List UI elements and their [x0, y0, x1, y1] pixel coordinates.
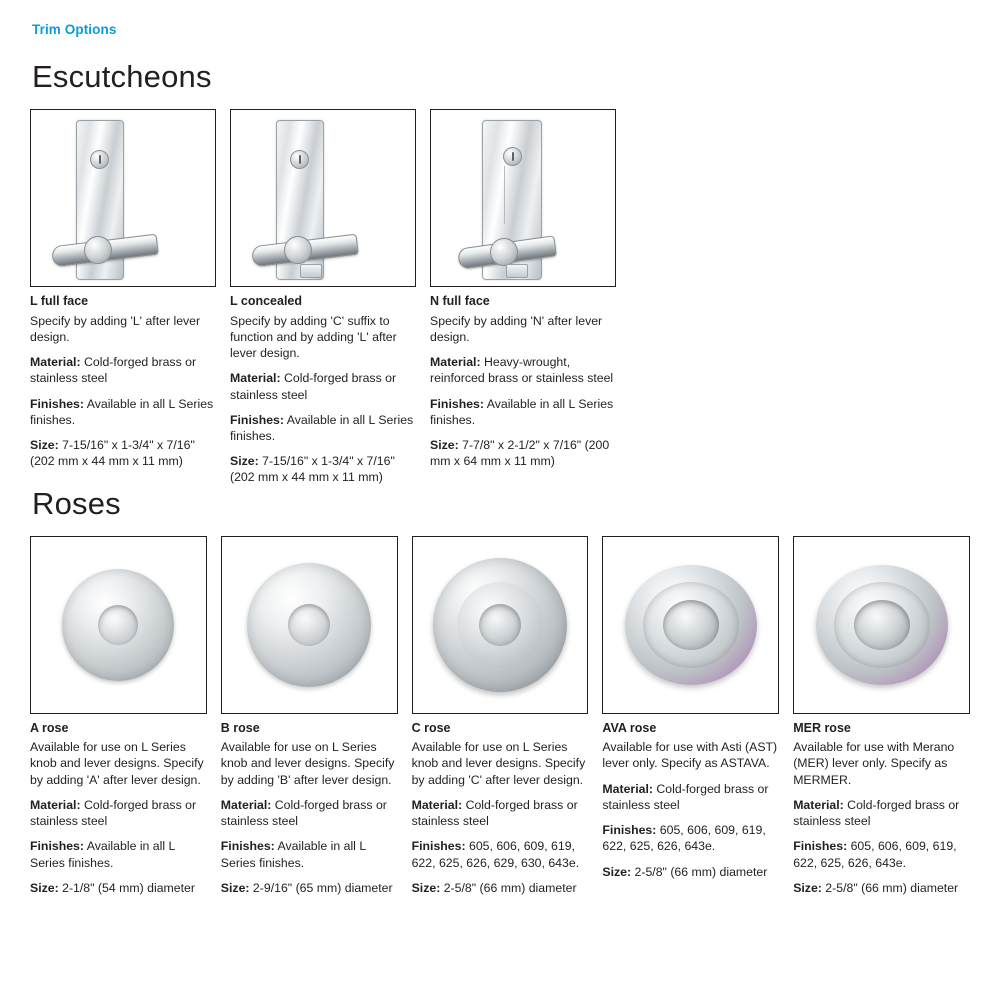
value-size: 7-15/16" x 1-3/4" x 7/16" (202 mm x 44 mm x 11 mm): [230, 454, 395, 485]
value-material: Heavy-wrought, reinforced brass or stainless steel: [430, 355, 614, 386]
card-desc-text: Available for use on L Series knob and lever designs. Specify by adding 'C' after lever design.: [411, 740, 586, 787]
label-finishes: Finishes:: [220, 839, 275, 854]
rose-shape: [62, 569, 174, 681]
value-size: 2-5/8" (66 mm) diameter: [440, 880, 577, 895]
escutcheon-n-full-face-image: [430, 109, 616, 287]
label-material: Material:: [30, 797, 81, 812]
rose-a-image: [30, 536, 207, 714]
card-desc-text: Available for use on L Series knob and lever designs. Specify by adding 'A' after lever design.: [30, 740, 204, 787]
card-desc-text: Available for use on L Series knob and lever designs. Specify by adding 'B' after lever design.: [220, 740, 395, 787]
rose-hub: [854, 600, 910, 650]
value-material: Cold-forged brass or stainless steel: [411, 797, 578, 829]
value-finishes: Available in all L Series finishes.: [230, 412, 414, 443]
card-finishes: [221, 838, 398, 870]
card-title: C rose: [411, 720, 451, 735]
rose-mer-image: [793, 536, 970, 714]
card-desc: [221, 739, 398, 788]
rose-shape: [816, 565, 948, 685]
value-finishes: Available in all L Series finishes.: [220, 839, 366, 870]
label-size: Size:: [430, 437, 459, 452]
value-material: Cold-forged brass or stainless steel: [230, 371, 397, 402]
card-c-rose: [412, 536, 589, 896]
card-l-full-face: [30, 109, 216, 469]
page-kicker: Trim Options: [32, 22, 117, 37]
card-material: [602, 781, 779, 813]
value-size: 7-15/16" x 1-3/4" x 7/16" (202 mm x 44 mm x 11 mm): [30, 437, 195, 469]
value-size: 2-5/8" (66 mm) diameter: [631, 864, 768, 879]
card-material: [30, 354, 216, 386]
cylinder-icon: [90, 150, 109, 169]
card-finishes: [412, 838, 589, 870]
rose-shape: [433, 558, 567, 692]
card-desc: [412, 739, 589, 788]
label-size: Size:: [220, 880, 250, 895]
card-finishes: [793, 838, 970, 870]
value-material: Cold-forged brass or stainless steel: [220, 797, 387, 829]
rose-ava-image: [602, 536, 779, 714]
value-finishes: 605, 606, 609, 619, 622, 625, 626, 643e.: [793, 839, 957, 870]
concealed-tab-shape: [300, 264, 322, 278]
label-finishes: Finishes:: [30, 839, 84, 854]
rose-shape: [247, 563, 371, 687]
card-title: A rose: [30, 720, 69, 735]
label-material: Material:: [430, 355, 481, 370]
value-size: 2-9/16" (65 mm) diameter: [249, 880, 393, 895]
card-size: [412, 880, 589, 896]
card-title: L concealed: [230, 294, 303, 308]
card-title: MER rose: [793, 720, 851, 735]
rose-hub: [663, 600, 719, 650]
value-material: Cold-forged brass or stainless steel: [30, 355, 197, 386]
card-desc-text: Specify by adding 'C' suffix to function and by adding 'L' after lever design.: [230, 313, 397, 361]
card-desc: [430, 313, 616, 345]
value-size: 2-1/8" (54 mm) diameter: [58, 880, 195, 895]
label-size: Size:: [793, 880, 822, 895]
card-material: [793, 797, 970, 829]
card-desc: [30, 739, 207, 788]
label-material: Material:: [793, 797, 844, 812]
label-finishes: Finishes:: [411, 839, 466, 854]
label-size: Size:: [230, 454, 259, 469]
value-finishes: 605, 606, 609, 619, 622, 625, 626, 629, 630, 643e.: [411, 839, 580, 870]
card-material: [221, 797, 398, 829]
card-size: [30, 437, 216, 469]
value-material: Cold-forged brass or stainless steel: [602, 781, 769, 812]
roses-grid: [30, 536, 970, 896]
value-size: 2-5/8" (66 mm) diameter: [821, 880, 959, 895]
card-size: [30, 880, 207, 896]
label-material: Material:: [220, 797, 272, 812]
label-size: Size:: [602, 864, 632, 879]
card-desc-text: Specify by adding 'L' after lever design.: [30, 313, 201, 344]
card-finishes: [602, 822, 779, 854]
card-material: [30, 797, 207, 829]
card-title: B rose: [220, 720, 260, 735]
rose-b-image: [221, 536, 398, 714]
card-a-rose: [30, 536, 207, 896]
card-desc-text: Specify by adding 'N' after lever design.: [430, 313, 603, 344]
card-desc: [30, 313, 216, 345]
label-finishes: Finishes:: [30, 396, 84, 411]
value-finishes: Available in all L Series finishes.: [430, 396, 614, 427]
lever-hub-shape: [490, 238, 518, 266]
card-n-full-face: [430, 109, 616, 469]
lever-hub-shape: [284, 236, 312, 264]
card-title: L full face: [30, 294, 89, 308]
card-finishes: [30, 838, 207, 870]
label-material: Material:: [602, 781, 653, 796]
label-finishes: Finishes:: [602, 823, 657, 838]
value-material: Cold-forged brass or stainless steel: [30, 797, 197, 829]
card-finishes: [230, 412, 416, 444]
card-desc-text: Available for use with Merano (MER) lever only. Specify as MERMER.: [793, 740, 955, 787]
label-size: Size:: [411, 880, 441, 895]
section-title-escutcheons: Escutcheons: [32, 59, 212, 94]
plate-tab-shape: [506, 264, 528, 278]
value-material: Cold-forged brass or stainless steel: [793, 797, 960, 829]
card-desc: [230, 313, 416, 362]
card-mer-rose: [793, 536, 970, 896]
label-finishes: Finishes:: [230, 412, 284, 427]
card-title: AVA rose: [602, 720, 657, 735]
value-size: 7-7/8" x 2-1/2" x 7/16" (200 mm x 64 mm x 11 mm): [430, 437, 610, 469]
escutcheons-grid: [30, 109, 970, 486]
plate-edge-line: [504, 166, 505, 224]
card-desc: [602, 739, 779, 771]
label-material: Material:: [230, 371, 281, 386]
card-ava-rose: [602, 536, 779, 880]
lever-hub-shape: [84, 236, 112, 264]
rose-c-image: [412, 536, 589, 714]
value-finishes: Available in all L Series finishes.: [30, 396, 214, 427]
escutcheon-l-full-face-image: [30, 109, 216, 287]
label-size: Size:: [30, 437, 59, 452]
value-finishes: Available in all L Series finishes.: [30, 839, 175, 870]
label-material: Material:: [411, 797, 463, 812]
card-size: [430, 437, 616, 469]
rose-shape: [625, 565, 757, 685]
card-material: [412, 797, 589, 829]
label-size: Size:: [30, 880, 59, 895]
card-desc-text: Available for use with Asti (AST) lever only. Specify as ASTAVA.: [602, 740, 778, 771]
card-size: [230, 453, 416, 485]
card-size: [602, 864, 779, 880]
card-l-concealed: [230, 109, 416, 486]
escutcheon-l-concealed-image: [230, 109, 416, 287]
label-finishes: Finishes:: [793, 839, 848, 854]
section-title-roses: Roses: [32, 485, 121, 521]
card-material: [430, 354, 616, 386]
value-finishes: 605, 606, 609, 619, 622, 625, 626, 643e.: [602, 823, 766, 854]
card-material: [230, 370, 416, 402]
card-b-rose: [221, 536, 398, 896]
card-size: [793, 880, 970, 896]
label-finishes: Finishes:: [430, 396, 484, 411]
cylinder-icon: [503, 147, 522, 166]
card-finishes: [430, 396, 616, 428]
card-size: [221, 880, 398, 896]
card-desc: [793, 739, 970, 788]
card-title: N full face: [430, 294, 490, 308]
cylinder-icon: [290, 150, 309, 169]
label-material: Material:: [30, 355, 81, 370]
card-finishes: [30, 396, 216, 428]
